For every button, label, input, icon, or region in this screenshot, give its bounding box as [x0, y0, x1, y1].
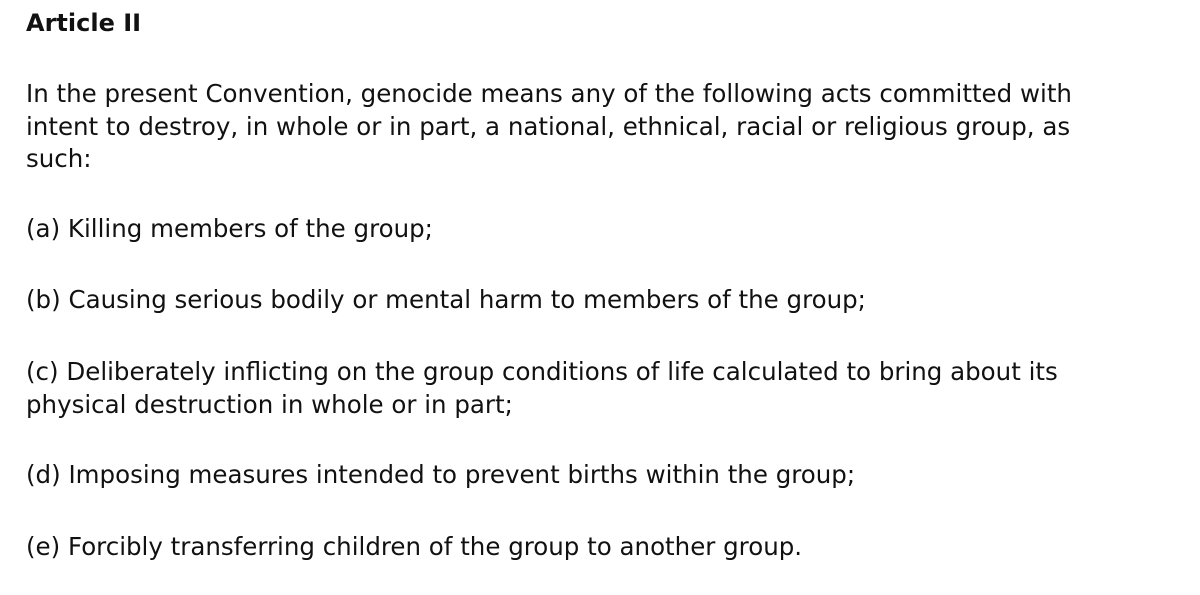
- intro-line: In the present Convention, genocide means any of the following acts committed with: [26, 79, 1072, 108]
- list-item-e: [26, 531, 1186, 564]
- list-item-text: (a) Killing members of the group;: [26, 214, 433, 243]
- intro-paragraph: [26, 78, 1186, 176]
- list-item-c: [26, 356, 1186, 421]
- list-item-b: [26, 284, 1186, 317]
- list-item-a: [26, 213, 1186, 246]
- list-item-text: (b) Causing serious bodily or mental harm to members of the group;: [26, 285, 866, 314]
- article-heading: Article II: [26, 9, 142, 37]
- list-item-d: [26, 459, 1186, 492]
- list-item-text: (d) Imposing measures intended to prevent births within the group;: [26, 460, 856, 489]
- list-item-text: (c) Deliberately inflicting on the group conditions of life calculated to bring about its: [26, 357, 1058, 386]
- intro-line: such:: [26, 144, 92, 173]
- list-item-text: physical destruction in whole or in part;: [26, 389, 513, 419]
- list-item-text: (e) Forcibly transferring children of the group to another group.: [26, 532, 803, 561]
- intro-line: intent to destroy, in whole or in part, a national, ethnical, racial or religious group, as: [26, 111, 1071, 141]
